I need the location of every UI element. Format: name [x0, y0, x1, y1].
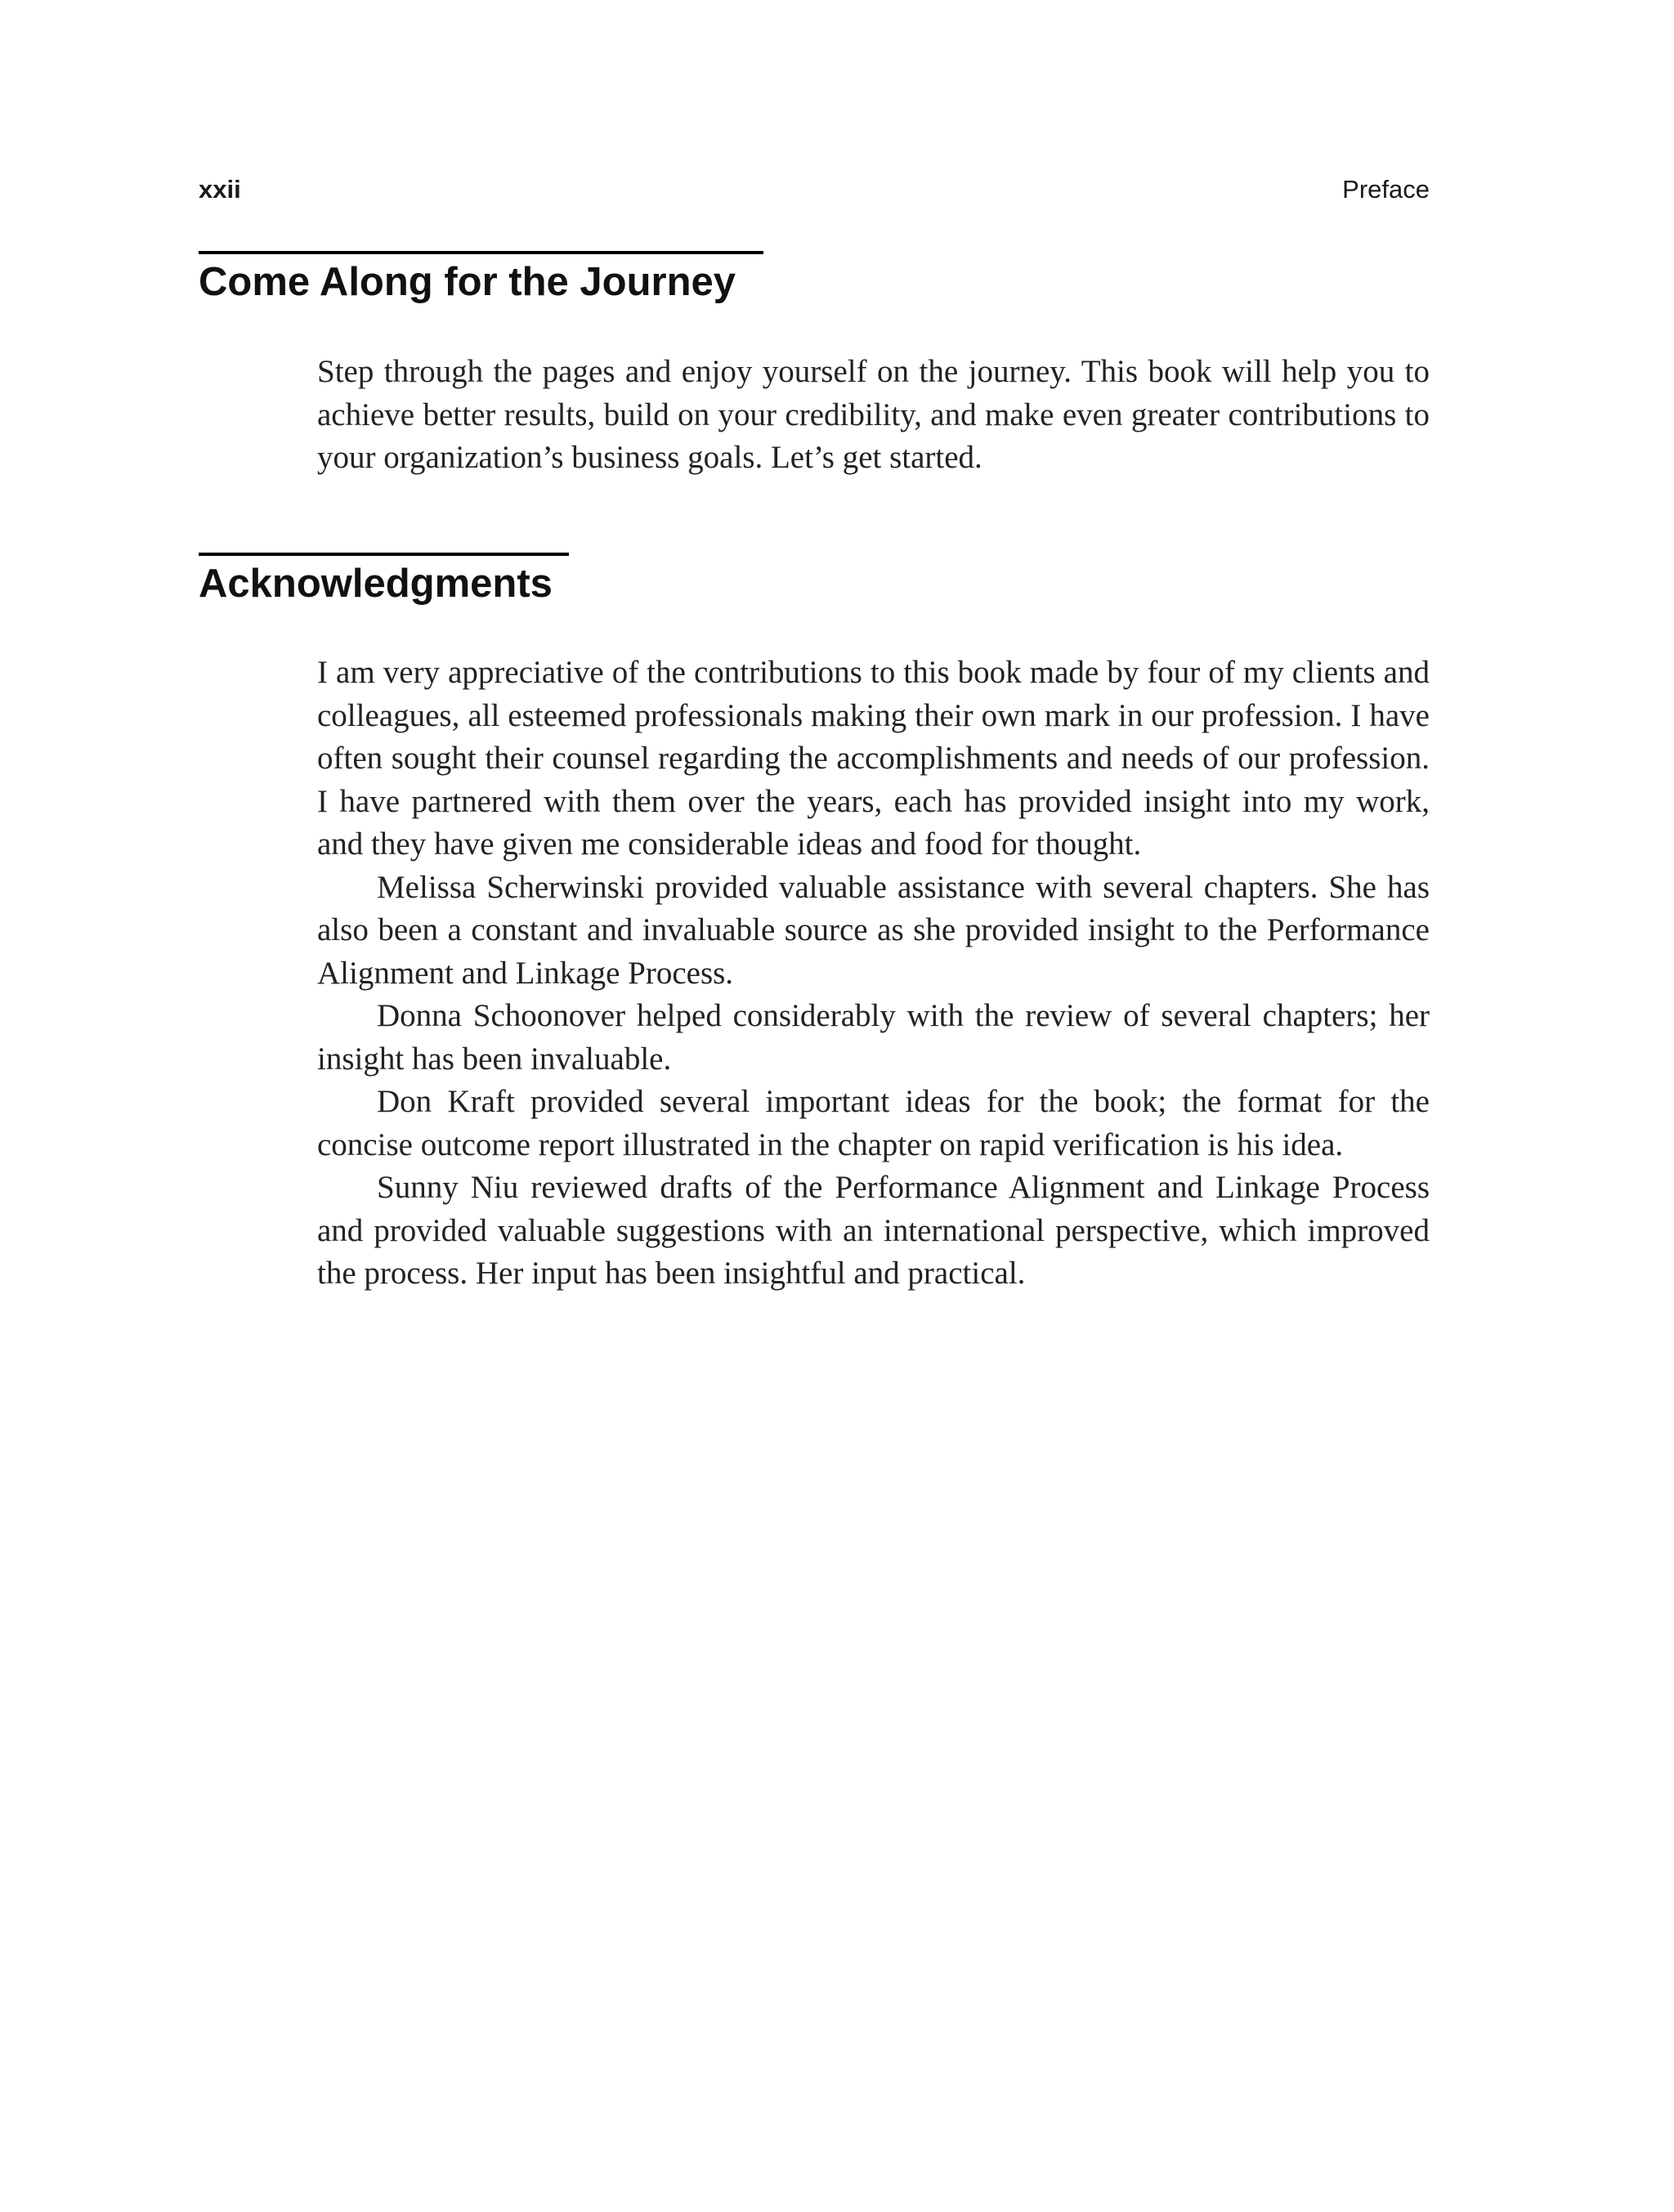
- section-journey-body: [317, 351, 1430, 480]
- section-heading-journey: Come Along for the Journey: [199, 260, 736, 304]
- section-acknowledgments: [199, 553, 569, 611]
- paragraph: I am very appreciative of the contributions to this book made by four of my clients and colleagues, all esteemed professionals making their own mark in our profession. I have often sought their counsel regarding the accomplishments and needs of our profession. I have partnered with them over the years, each has provided insight into my work, and they have given me considerable ideas and food for thought.: [317, 655, 1430, 862]
- page-number: xxii: [199, 175, 241, 204]
- paragraph: Sunny Niu reviewed drafts of the Performance Alignment and Linkage Process and provided valuable suggestions with an international perspective, which improved the process. Her input has been insightful and practical.: [317, 1170, 1430, 1291]
- paragraph: Step through the pages and enjoy yourself on the journey. This book will help you to achieve better results, build on your credibility, and make even greater contributions to your organization’s business goals. Let’s get started.: [317, 354, 1430, 475]
- paragraph: Melissa Scherwinski provided valuable assistance with several chapters. She has also been a constant and invaluable source as she provided insight to the Performance Alignment and Linkage Process.: [317, 869, 1430, 991]
- section-journey: [199, 251, 763, 310]
- section-acknowledgments-body: [317, 652, 1430, 1296]
- running-title: Preface: [1342, 175, 1430, 204]
- running-head: [199, 172, 1430, 208]
- section-heading-acknowledgments: Acknowledgments: [199, 562, 553, 606]
- paragraph: Donna Schoonover helped considerably with the review of several chapters; her insight has been invaluable.: [317, 998, 1430, 1077]
- paragraph: Don Kraft provided several important ideas for the book; the format for the concise outcome report illustrated in the chapter on rapid verification is his idea.: [317, 1084, 1430, 1162]
